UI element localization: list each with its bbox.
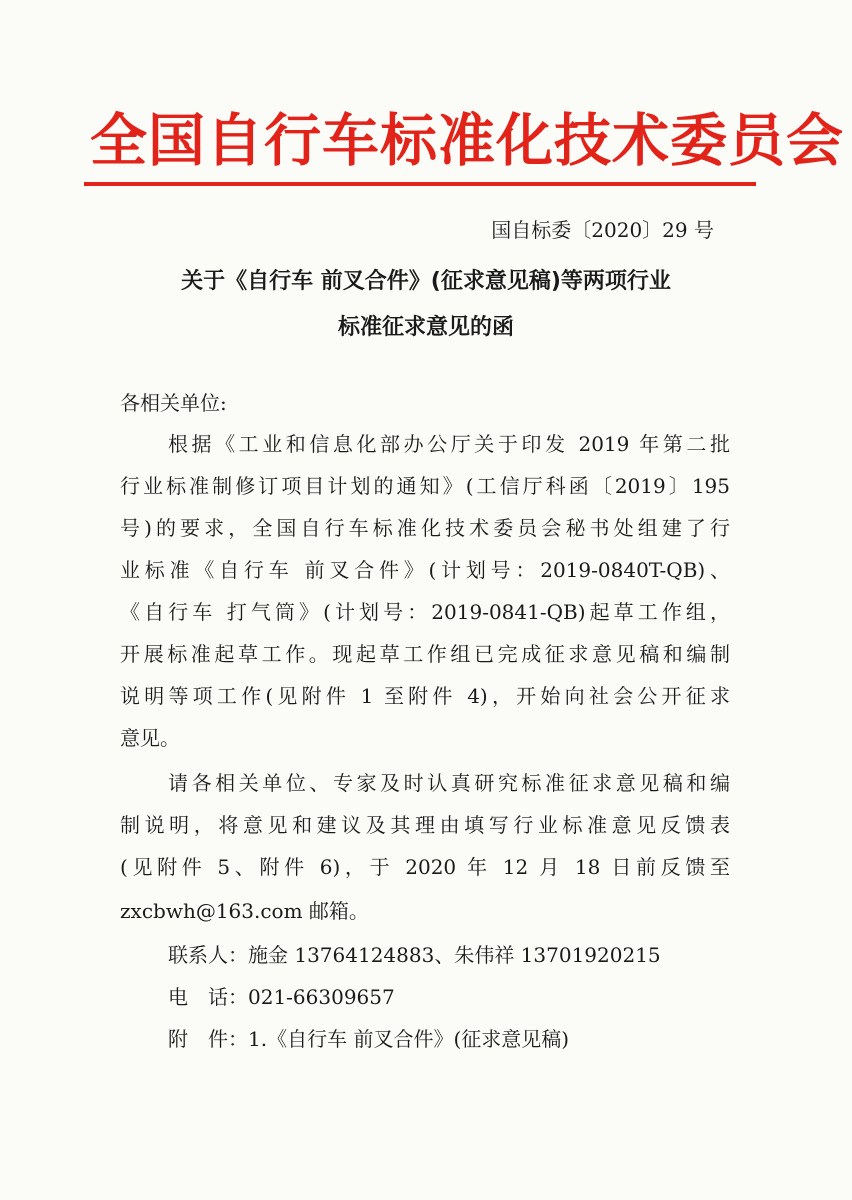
paragraph-1-line: 开展标准起草工作。现起草工作组已完成征求意见稿和编制 xyxy=(120,642,730,666)
paragraph-2-line: (见附件 5、附件 6)，于 2020 年 12 月 18 日前反馈至 xyxy=(120,855,730,879)
paragraph-1-line: 根据《工业和信息化部办公厅关于印发 2019 年第二批 xyxy=(168,432,730,456)
organization-header: 全国自行车标准化技术委员会 xyxy=(90,108,844,174)
paragraph-2-line: 制说明，将意见和建议及其理由填写行业标准意见反馈表 xyxy=(120,813,730,837)
paragraph-1-line: 说明等项工作(见附件 1 至附件 4)，开始向社会公开征求 xyxy=(120,684,730,708)
document-title-line-1: 关于《自行车 前叉合件》(征求意见稿)等两项行业 xyxy=(181,269,671,294)
attachment-list: 附 件：1.《自行车 前叉合件》(征求意见稿) xyxy=(168,1027,570,1051)
paragraph-1-line: 号)的要求，全国自行车标准化技术委员会秘书处组建了行 xyxy=(120,516,730,540)
paragraph-1-line: 意见。 xyxy=(120,726,180,750)
paragraph-2-line: 请各相关单位、专家及时认真研究标准征求意见稿和编 xyxy=(168,771,730,795)
paragraph-1-line: 行业标准制修订项目计划的通知》(工信厅科函〔2019〕195 xyxy=(120,474,730,498)
document-title-line-2: 标准征求意见的函 xyxy=(337,315,514,340)
paragraph-1-line: 《自行车 打气筒》(计划号：2019-0841-QB)起草工作组， xyxy=(120,600,730,624)
contact-phone: 电 话：021-66309657 xyxy=(168,985,395,1009)
header-divider xyxy=(84,182,756,186)
contact-persons: 联系人：施金 13764124883、朱伟祥 13701920215 xyxy=(168,943,661,967)
paragraph-1-line: 业标准《自行车 前叉合件》(计划号：2019-0840T-QB)、 xyxy=(120,558,730,582)
document-number: 国自标委〔2020〕29 号 xyxy=(491,218,714,242)
paragraph-2-line: zxcbwh@163.com 邮箱。 xyxy=(120,899,369,923)
salutation: 各相关单位: xyxy=(120,391,227,415)
